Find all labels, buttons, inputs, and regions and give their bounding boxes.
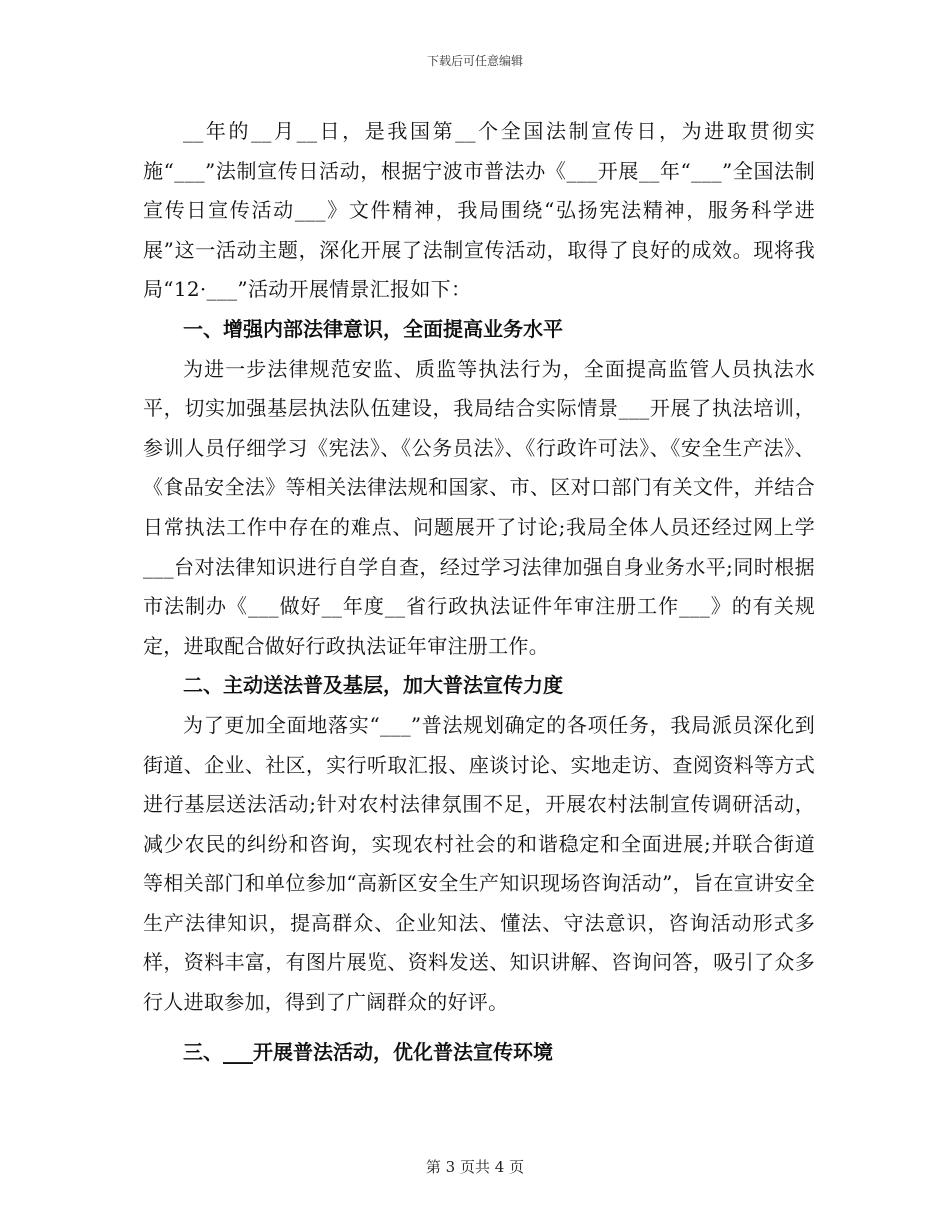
document-body	[143, 112, 815, 1072]
page-number: 第 3 页共 4 页	[425, 1158, 525, 1176]
intro-paragraph: __年的__月__日，是我国第__个全国法制宣传日，为进取贯彻实施“___”法制宣传日活动，根据宁波市普法办《___开展__年“___”全国法制宣传日宣传活动___》文件精神，我局围绕“弘扬宪法精神，服务科学进展”这一活动主题，深化开展了法制宣传活动，取得了良好的成效。现将我局“12·___”活动开展情景汇报如下：	[143, 119, 815, 302]
section-heading-3: 三、___开展普法活动，优化普法宣传环境	[183, 1039, 553, 1064]
section-2-paragraph: 为了更加全面地落实“___”普法规划确定的各项任务，我局派员深化到街道、企业、社区，实行听取汇报、座谈讨论、实地走访、查阅资料等方式进行基层送法活动;针对农村法律氛围不足，开展农村法制宣传调研活动，减少农民的纠纷和咨询，实现农村社会的和谐稳定和全面进展;并联合街道等相关部门和单位参加“高新区安全生产知识现场咨询活动”，旨在宣讲安全生产法律知识，提高群众、企业知法、懂法、守法意识，咨询活动形式多样，资料丰富，有图片展览、资料发送、知识讲解、咨询问答，吸引了众多行人进取参加，得到了广阔群众的好评。	[143, 712, 815, 1015]
page-header: 下载后可任意编辑	[426, 54, 523, 68]
section-1-paragraph: 为进一步法律规范安监、质监等执法行为，全面提高监管人员执法水平，切实加强基层执法队伍建设，我局结合实际情景___开展了执法培训，参训人员仔细学习《宪法》、《公务员法》、《行政许可法》、《安全生产法》、《食品安全法》等相关法律法规和国家、市、区对口部门有关文件，并结合日常执法工作中存在的难点、问题展开了讨论;我局全体人员还经过网上学___台对法律知识进行自学自查，经过学习法律加强自身业务水平;同时根据市法制办《___做好__年度__省行政执法证件年审注册工作___》的有关规定，进取配合做好行政执法证年审注册工作。	[143, 356, 815, 658]
section-heading-2: 二、主动送法普及基层，加大普法宣传力度	[183, 673, 563, 698]
section-heading-1: 一、增强内部法律意识，全面提高业务水平	[183, 316, 563, 341]
